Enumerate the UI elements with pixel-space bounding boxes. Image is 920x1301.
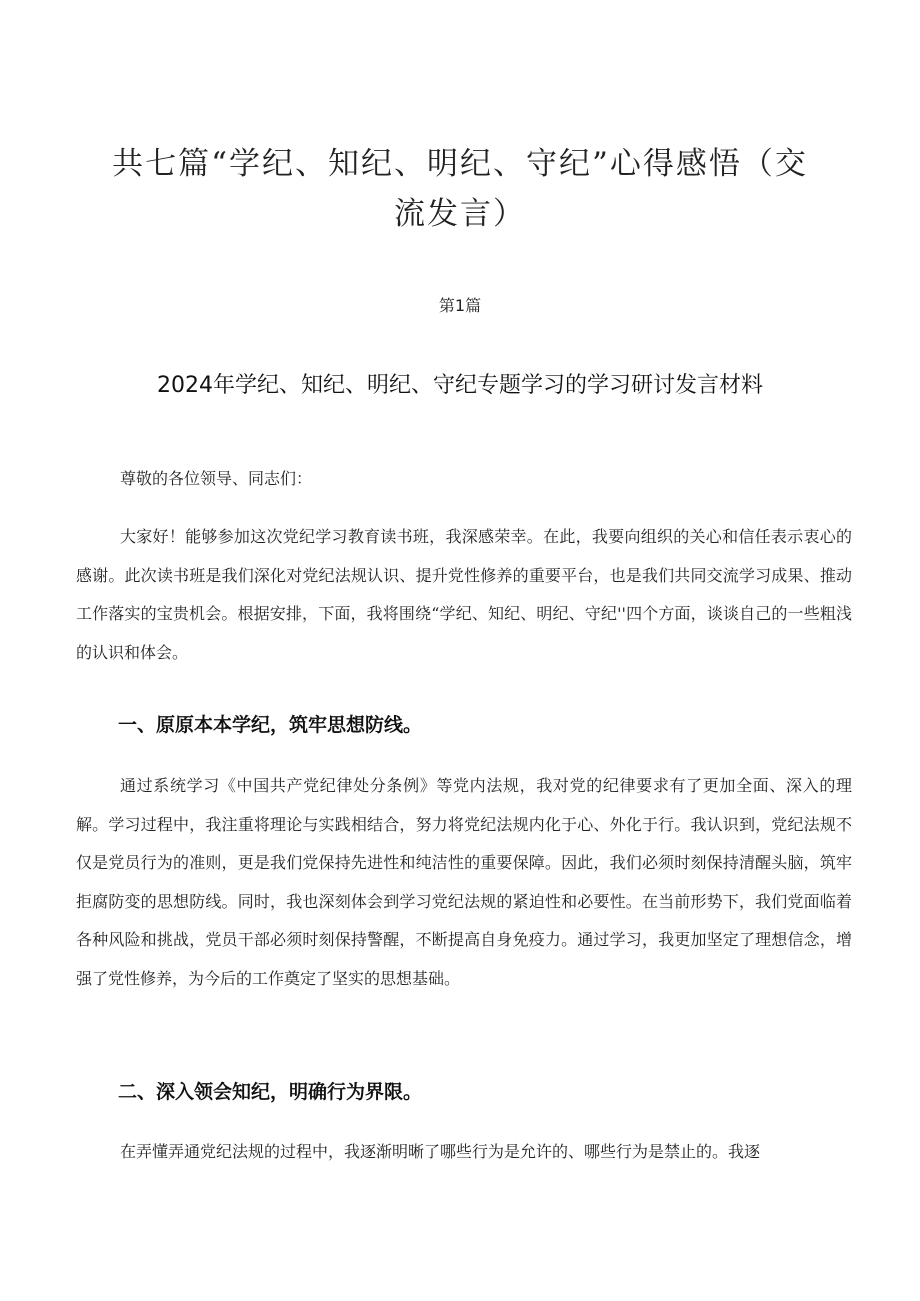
greeting: 尊敬的各位领导、同志们：: [120, 469, 313, 488]
document-title: 共七篇“学纪、知纪、明纪、守纪”心得感悟（交流发言）: [112, 145, 808, 232]
section-body-2: 在弄懂弄通党纪法规的过程中，我逐渐明晰了哪些行为是允许的、哪些行为是禁止的。我逐: [120, 1142, 761, 1161]
section-heading-1: 一、原原本本学纪，筑牢思想防线。: [118, 714, 423, 736]
section-body-1: 通过系统学习《中国共产党纪律处分条例》等党内法规，我对党的纪律要求有了更加全面、深入的理解。学习过程中，我注重将理论与实践相结合，努力将党纪法规内化于心、外化于行。我认识到，党纪法规不仅是党员行为的准则，更是我们党保持先进性和纯洁性的重要保障。因此，我们必须时刻保持清醒头脑，筑牢拒腐防变的思想防线。同时，我也深刻体会到学习党纪法规的紧迫性和必要性。在当前形势下，我们党面临着各种风险和挑战，党员干部必须时刻保持警醒，不断提高自身免疫力。通过学习，我更加坚定了理想信念，增强了党性修养，为今后的工作奠定了坚实的思想基础。: [76, 776, 852, 988]
part-label: 第1篇: [438, 296, 482, 315]
speech-title: 2024年学纪、知纪、明纪、守纪专题学习的学习研讨发言材料: [157, 373, 763, 399]
section-heading-2: 二、深入领会知纪，明确行为界限。: [118, 1081, 423, 1103]
intro-paragraph: 大家好！能够参加这次党纪学习教育读书班，我深感荣幸。在此，我要向组织的关心和信任表示衷心的感谢。此次读书班是我们深化对党纪法规认识、提升党性修养的重要平台，也是我们共同交流学习成果、推动工作落实的宝贵机会。根据安排，下面，我将围绕“学纪、知纪、明纪、守纪''四个方面，谈谈自己的一些粗浅的认识和体会。: [76, 527, 852, 662]
